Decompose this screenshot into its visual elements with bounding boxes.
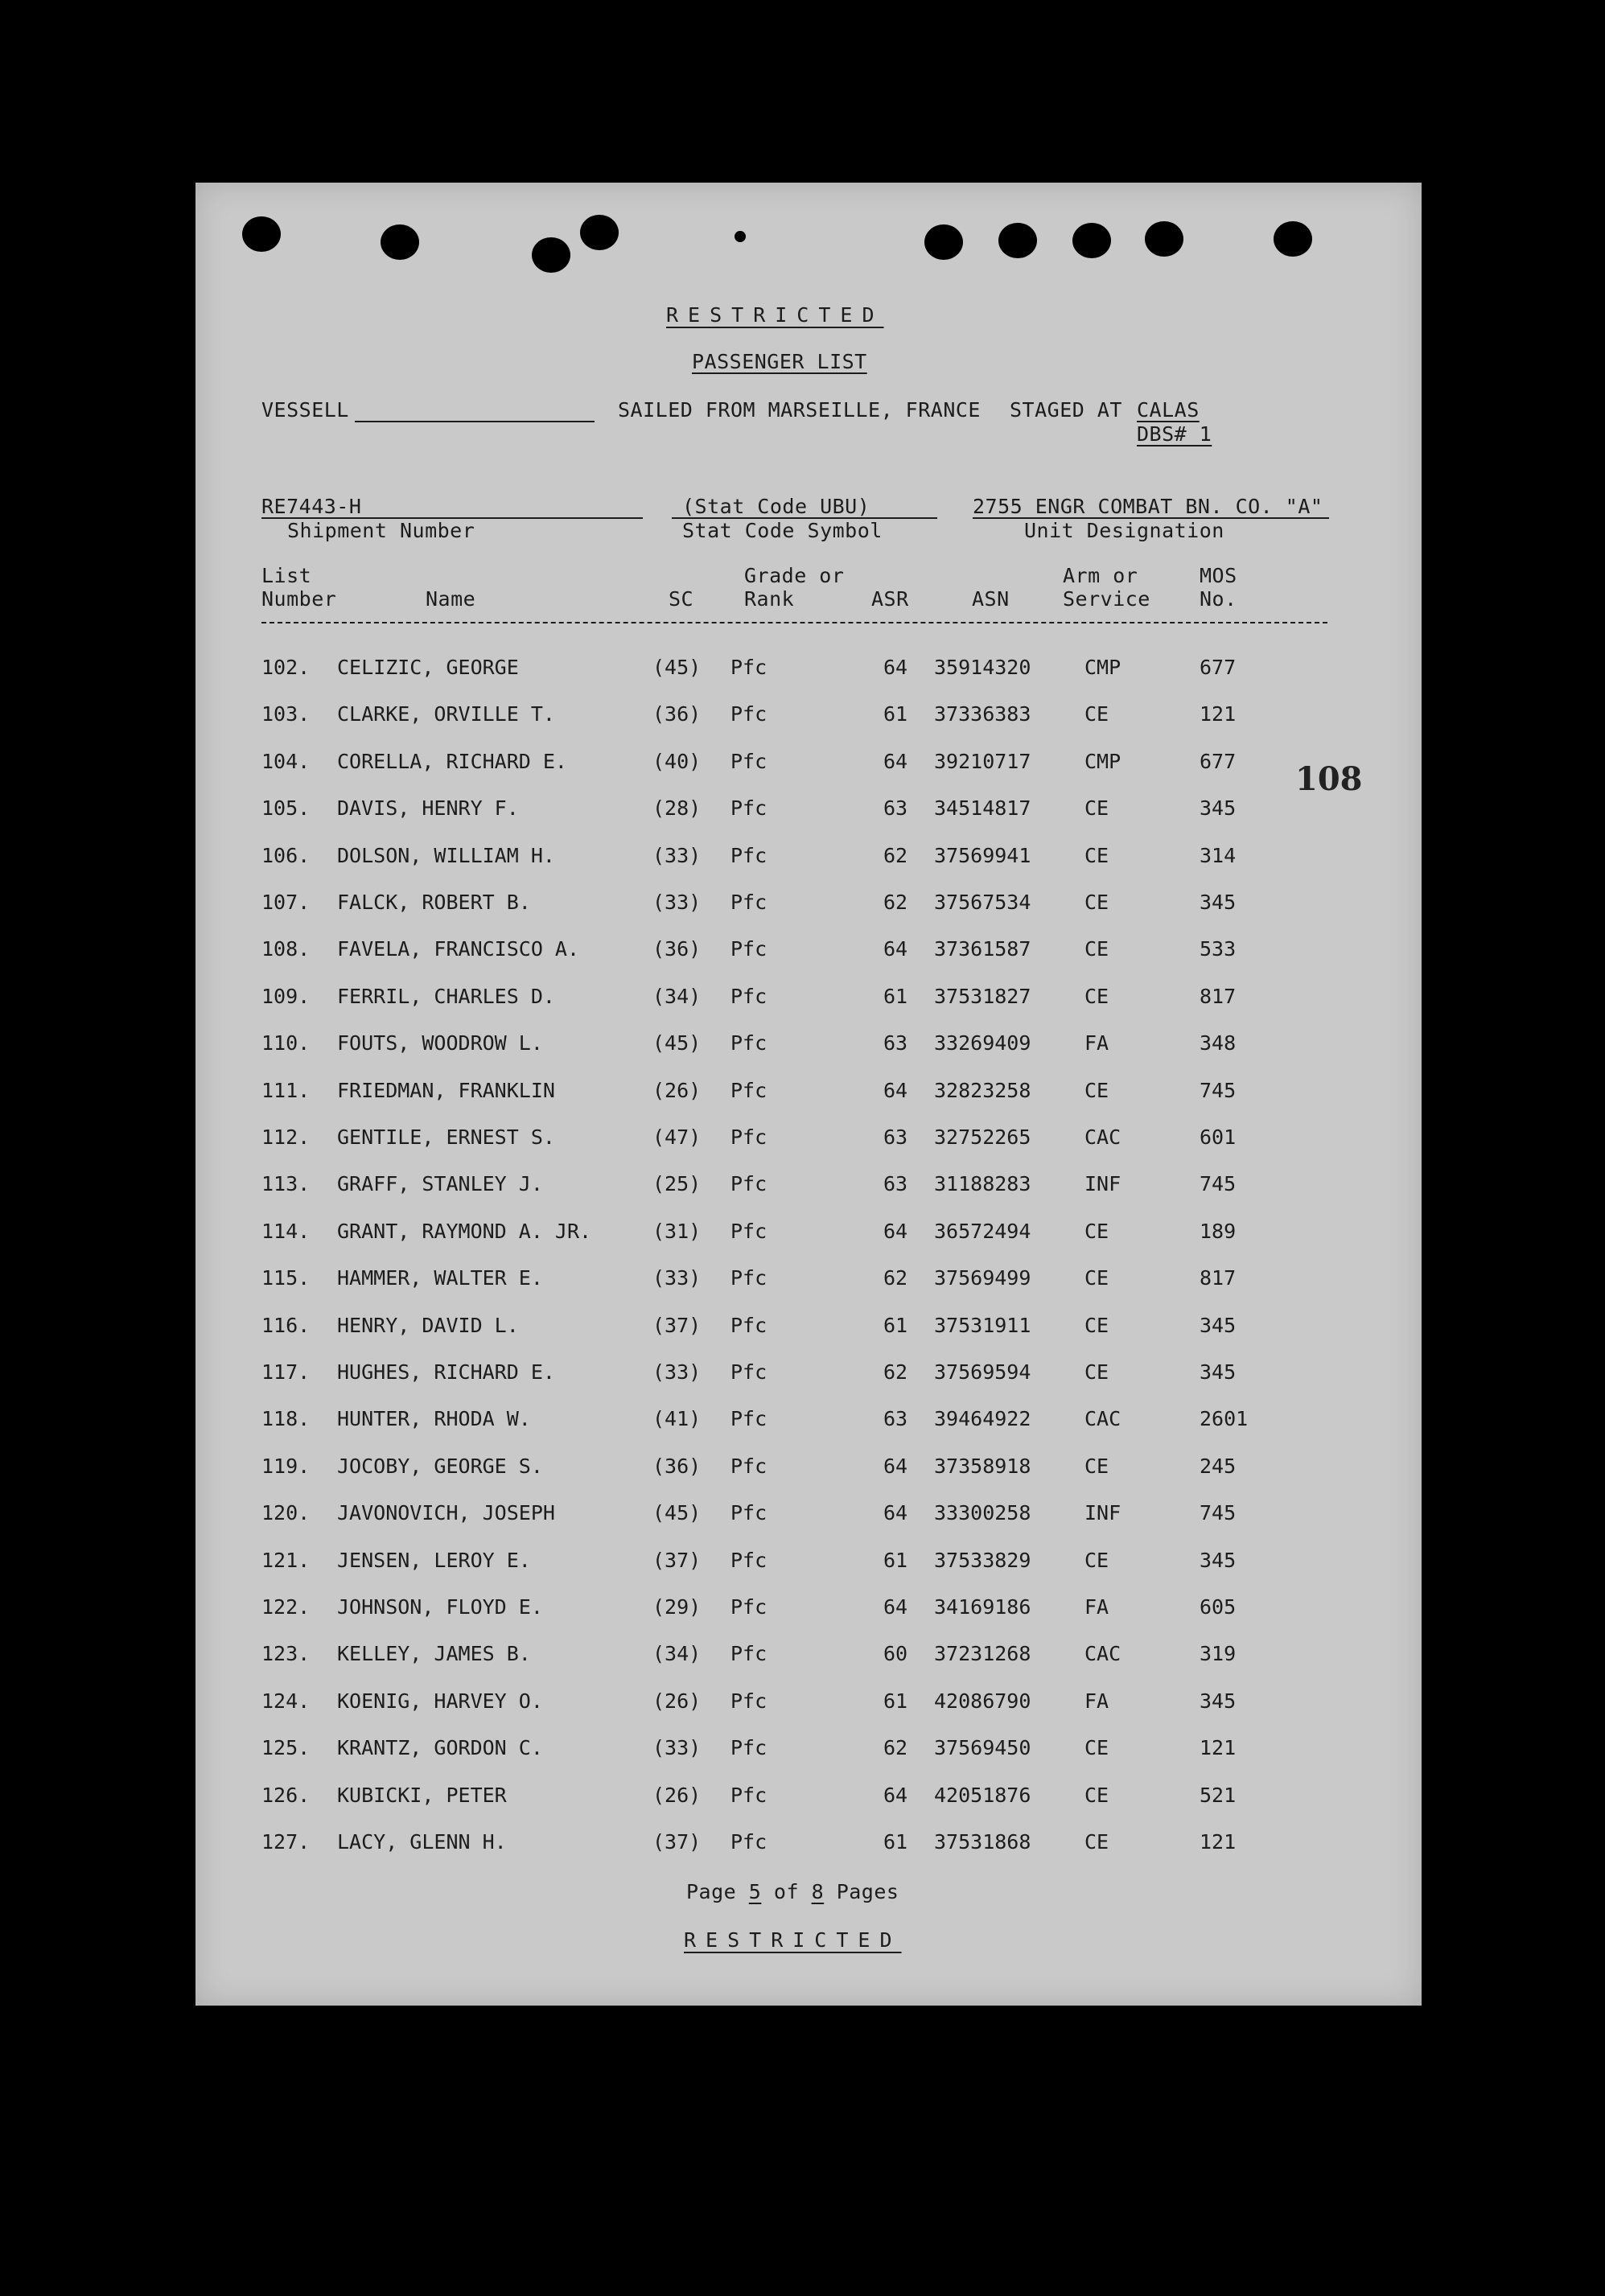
row-grade: Pfc [730,843,768,867]
row-asr: 64 [883,1078,908,1102]
row-grade: Pfc [730,1125,768,1149]
row-asr: 64 [883,1783,908,1807]
row-mos: 677 [1200,749,1237,773]
stat-code: (Stat Code UBU) [682,495,870,518]
row-sc: (36) [652,1454,702,1478]
row-number: 102. [261,656,311,679]
row-asn: 37533829 [934,1548,1031,1572]
row-number: 104. [261,749,311,773]
row-grade: Pfc [730,702,768,726]
row-name: GRAFF, STANLEY J. [337,1172,543,1196]
row-asn: 42086790 [934,1689,1031,1713]
col-arm-bottom: Service [1063,587,1150,611]
row-mos: 745 [1200,1172,1237,1196]
punch-hole [381,224,419,260]
row-name: HENRY, DAVID L. [337,1313,519,1337]
row-grade: Pfc [730,1172,768,1196]
row-name: GRANT, RAYMOND A. JR. [337,1219,592,1243]
stat-code-label: Stat Code Symbol [682,519,883,542]
row-sc: (29) [652,1595,702,1619]
row-sc: (28) [652,796,702,821]
punch-hole [735,231,746,242]
table-row [195,1079,1422,1125]
document-page [195,183,1422,2006]
row-mos: 345 [1200,1689,1237,1713]
punch-hole [1274,221,1312,257]
row-name: CORELLA, RICHARD E. [337,749,567,773]
row-asn: 37358918 [934,1454,1031,1478]
table-row [195,1642,1422,1689]
row-mos: 345 [1200,796,1237,821]
row-number: 114. [261,1219,311,1243]
row-arm: CAC [1084,1125,1121,1149]
row-asr: 63 [883,1125,908,1149]
row-number: 124. [261,1689,311,1713]
table-row [195,656,1422,702]
row-mos: 319 [1200,1642,1237,1666]
row-number: 125. [261,1736,311,1760]
row-sc: (34) [652,984,702,1008]
row-asn: 42051876 [934,1783,1031,1807]
row-mos: 345 [1200,1313,1237,1337]
row-number: 112. [261,1125,311,1149]
row-grade: Pfc [730,891,768,914]
row-asn: 32823258 [934,1078,1031,1102]
row-asr: 64 [883,937,908,961]
row-name: JENSEN, LEROY E. [337,1548,531,1572]
col-arm-top: Arm or [1063,564,1138,587]
row-mos: 121 [1200,1736,1237,1760]
row-number: 122. [261,1595,311,1619]
row-asr: 63 [883,1407,908,1431]
col-grade-bottom: Rank [744,587,795,611]
row-asn: 37567534 [934,891,1031,914]
row-mos: 521 [1200,1783,1237,1807]
row-asr: 64 [883,656,908,679]
row-sc: (47) [652,1125,702,1149]
row-number: 111. [261,1078,311,1102]
row-asn: 37231268 [934,1642,1031,1666]
row-number: 105. [261,796,311,821]
row-asn: 37531868 [934,1830,1031,1854]
row-mos: 189 [1200,1219,1237,1243]
row-grade: Pfc [730,1783,768,1807]
row-grade: Pfc [730,1689,768,1713]
row-name: GENTILE, ERNEST S. [337,1125,555,1149]
row-grade: Pfc [730,1031,768,1055]
unit-designation: 2755 ENGR COMBAT BN. CO. "A" [973,495,1323,518]
row-arm: INF [1084,1172,1121,1196]
row-asr: 63 [883,1172,908,1196]
row-name: HAMMER, WALTER E. [337,1266,543,1290]
row-asr: 64 [883,1219,908,1243]
restricted-marking-bottom: RESTRICTED [684,1928,902,1952]
restricted-marking-top: RESTRICTED [666,303,884,327]
row-asn: 39210717 [934,749,1031,773]
row-asn: 37531911 [934,1313,1031,1337]
row-grade: Pfc [730,1360,768,1384]
row-name: KELLEY, JAMES B. [337,1642,531,1666]
table-row [195,985,1422,1031]
punch-hole [924,224,963,260]
punch-hole [532,237,570,273]
row-sc: (37) [652,1313,702,1337]
row-sc: (45) [652,1031,702,1055]
table-row [195,1595,1422,1642]
row-mos: 817 [1200,1266,1237,1290]
dbs-number: DBS# 1 [1137,422,1212,446]
row-number: 119. [261,1454,311,1478]
row-asr: 61 [883,1548,908,1572]
row-asr: 64 [883,749,908,773]
row-mos: 2601 [1200,1407,1249,1431]
vessel-label: VESSELL [261,398,349,422]
row-mos: 817 [1200,984,1237,1008]
row-number: 127. [261,1830,311,1854]
row-name: KOENIG, HARVEY O. [337,1689,543,1713]
row-name: JOCOBY, GEORGE S. [337,1454,543,1478]
row-asn: 37569594 [934,1360,1031,1384]
row-asn: 37569941 [934,843,1031,867]
row-mos: 121 [1200,702,1237,726]
row-grade: Pfc [730,937,768,961]
row-name: CELIZIC, GEORGE [337,656,519,679]
row-sc: (26) [652,1078,702,1102]
table-row [195,937,1422,984]
row-mos: 601 [1200,1125,1237,1149]
row-asr: 61 [883,1689,908,1713]
row-number: 117. [261,1360,311,1384]
row-mos: 745 [1200,1501,1237,1525]
row-arm: CE [1084,702,1109,726]
row-asn: 39464922 [934,1407,1031,1431]
row-asr: 62 [883,843,908,867]
table-row [195,1689,1422,1736]
row-sc: (33) [652,1360,702,1384]
row-arm: CE [1084,1266,1109,1290]
table-row [195,796,1422,843]
row-number: 120. [261,1501,311,1525]
table-row [195,1455,1422,1501]
row-arm: CAC [1084,1407,1121,1431]
row-grade: Pfc [730,1313,768,1337]
row-arm: CAC [1084,1642,1121,1666]
table-row [195,1501,1422,1548]
shipment-label: Shipment Number [287,519,475,542]
row-name: FAVELA, FRANCISCO A. [337,937,580,961]
row-arm: CE [1084,1313,1109,1337]
row-arm: CE [1084,1454,1109,1478]
row-number: 107. [261,891,311,914]
row-number: 106. [261,843,311,867]
row-asr: 60 [883,1642,908,1666]
row-name: DOLSON, WILLIAM H. [337,843,555,867]
of-word: of [773,1880,800,1903]
document-title: PASSENGER LIST [692,350,867,373]
row-mos: 605 [1200,1595,1237,1619]
row-grade: Pfc [730,1595,768,1619]
row-number: 126. [261,1783,311,1807]
row-grade: Pfc [730,1407,768,1431]
row-number: 103. [261,702,311,726]
row-asr: 64 [883,1595,908,1619]
row-grade: Pfc [730,1219,768,1243]
row-mos: 348 [1200,1031,1237,1055]
row-mos: 345 [1200,1548,1237,1572]
page-word: Page [686,1880,737,1903]
col-grade-top: Grade or [744,564,845,587]
table-row [195,891,1422,937]
row-name: LACY, GLENN H. [337,1830,507,1854]
col-name: Name [426,587,476,611]
row-arm: CE [1084,1360,1109,1384]
row-mos: 533 [1200,937,1237,961]
header-dashed-rule [261,622,1327,623]
row-number: 116. [261,1313,311,1337]
row-arm: CE [1084,1736,1109,1760]
table-row [195,1125,1422,1172]
vessel-blank-line [355,421,595,422]
row-arm: CE [1084,937,1109,961]
row-grade: Pfc [730,1501,768,1525]
row-arm: CE [1084,1783,1109,1807]
table-row [195,1360,1422,1407]
row-grade: Pfc [730,1736,768,1760]
pages-word: Pages [836,1880,899,1903]
row-number: 123. [261,1642,311,1666]
row-sc: (33) [652,891,702,914]
row-name: HUGHES, RICHARD E. [337,1360,555,1384]
row-asn: 37569450 [934,1736,1031,1760]
total-pages: 8 [811,1880,825,1903]
row-sc: (26) [652,1783,702,1807]
row-asn: 32752265 [934,1125,1031,1149]
row-grade: Pfc [730,796,768,821]
row-name: CLARKE, ORVILLE T. [337,702,555,726]
row-name: DAVIS, HENRY F. [337,796,519,821]
table-row [195,1172,1422,1219]
row-asr: 62 [883,1360,908,1384]
row-sc: (37) [652,1830,702,1854]
row-sc: (37) [652,1548,702,1572]
row-name: FOUTS, WOODROW L. [337,1031,543,1055]
row-asr: 61 [883,984,908,1008]
row-sc: (31) [652,1219,702,1243]
row-asr: 61 [883,1313,908,1337]
row-number: 113. [261,1172,311,1196]
col-mos-top: MOS [1200,564,1237,587]
row-arm: CE [1084,796,1109,821]
table-row [195,1407,1422,1454]
table-row [195,1031,1422,1078]
row-grade: Pfc [730,1548,768,1572]
table-row [195,1830,1422,1877]
punch-hole [1145,221,1183,257]
table-row [195,1736,1422,1783]
row-name: JAVONOVICH, JOSEPH [337,1501,555,1525]
row-sc: (40) [652,749,702,773]
row-sc: (45) [652,1501,702,1525]
row-grade: Pfc [730,749,768,773]
row-sc: (36) [652,702,702,726]
row-sc: (41) [652,1407,702,1431]
table-row [195,750,1422,796]
row-number: 115. [261,1266,311,1290]
row-asn: 37531827 [934,984,1031,1008]
row-asr: 62 [883,1266,908,1290]
row-arm: FA [1084,1031,1109,1055]
row-arm: CE [1084,891,1109,914]
row-asn: 34514817 [934,796,1031,821]
punch-hole [998,223,1037,258]
row-grade: Pfc [730,1078,768,1102]
sailed-from: SAILED FROM MARSEILLE, FRANCE [618,398,981,422]
row-arm: CE [1084,1548,1109,1572]
row-name: FRIEDMAN, FRANKLIN [337,1078,555,1102]
table-row [195,1549,1422,1595]
row-asr: 62 [883,891,908,914]
row-grade: Pfc [730,1266,768,1290]
row-grade: Pfc [730,656,768,679]
table-row [195,1220,1422,1266]
col-asn: ASN [972,587,1010,611]
row-sc: (33) [652,1736,702,1760]
row-mos: 345 [1200,1360,1237,1384]
shipment-number: RE7443-H [261,495,362,518]
staged-label: STAGED AT [1010,398,1122,422]
row-sc: (45) [652,656,702,679]
row-name: FALCK, ROBERT B. [337,891,531,914]
punch-hole [242,216,281,252]
row-name: FERRIL, CHARLES D. [337,984,555,1008]
row-asn: 36572494 [934,1219,1031,1243]
row-arm: CMP [1084,656,1121,679]
row-arm: FA [1084,1595,1109,1619]
row-asn: 33300258 [934,1501,1031,1525]
row-number: 110. [261,1031,311,1055]
row-sc: (33) [652,843,702,867]
table-row [195,1314,1422,1360]
row-grade: Pfc [730,984,768,1008]
stamp-number: 108 [1295,760,1363,798]
row-asn: 34169186 [934,1595,1031,1619]
col-list-bottom: Number [261,587,337,611]
row-arm: FA [1084,1689,1109,1713]
row-asr: 64 [883,1501,908,1525]
row-asn: 31188283 [934,1172,1031,1196]
row-grade: Pfc [730,1830,768,1854]
col-mos-bottom: No. [1200,587,1237,611]
row-asr: 63 [883,1031,908,1055]
row-sc: (33) [652,1266,702,1290]
row-asr: 63 [883,796,908,821]
row-sc: (26) [652,1689,702,1713]
row-sc: (25) [652,1172,702,1196]
row-asr: 61 [883,702,908,726]
row-arm: CE [1084,984,1109,1008]
row-asn: 37336383 [934,702,1031,726]
row-asn: 35914320 [934,656,1031,679]
col-sc: SC [669,587,694,611]
row-grade: Pfc [730,1642,768,1666]
page-number: 5 [748,1880,762,1903]
row-asr: 62 [883,1736,908,1760]
row-arm: CMP [1084,749,1121,773]
row-arm: CE [1084,843,1109,867]
row-mos: 677 [1200,656,1237,679]
col-list-top: List [261,564,312,587]
row-asr: 61 [883,1830,908,1854]
row-asn: 37569499 [934,1266,1031,1290]
table-row [195,844,1422,891]
row-mos: 345 [1200,891,1237,914]
row-number: 118. [261,1407,311,1431]
table-row [195,1266,1422,1313]
col-asr: ASR [871,587,909,611]
row-arm: CE [1084,1830,1109,1854]
row-arm: CE [1084,1078,1109,1102]
row-arm: INF [1084,1501,1121,1525]
row-grade: Pfc [730,1454,768,1478]
row-name: KRANTZ, GORDON C. [337,1736,543,1760]
row-name: KUBICKI, PETER [337,1783,507,1807]
row-number: 109. [261,984,311,1008]
punch-hole [580,215,619,250]
staged-value: CALAS [1137,398,1200,422]
punch-hole [1072,223,1111,258]
table-row [195,702,1422,749]
row-mos: 245 [1200,1454,1237,1478]
row-mos: 314 [1200,843,1237,867]
row-sc: (36) [652,937,702,961]
row-mos: 121 [1200,1830,1237,1854]
table-row [195,1784,1422,1830]
row-name: HUNTER, RHODA W. [337,1407,531,1431]
row-mos: 745 [1200,1078,1237,1102]
row-name: JOHNSON, FLOYD E. [337,1595,543,1619]
row-asn: 37361587 [934,937,1031,961]
page-indicator [686,1880,899,1903]
row-sc: (34) [652,1642,702,1666]
unit-label: Unit Designation [1024,519,1224,542]
row-number: 121. [261,1548,311,1572]
row-number: 108. [261,937,311,961]
row-asr: 64 [883,1454,908,1478]
row-asn: 33269409 [934,1031,1031,1055]
row-arm: CE [1084,1219,1109,1243]
